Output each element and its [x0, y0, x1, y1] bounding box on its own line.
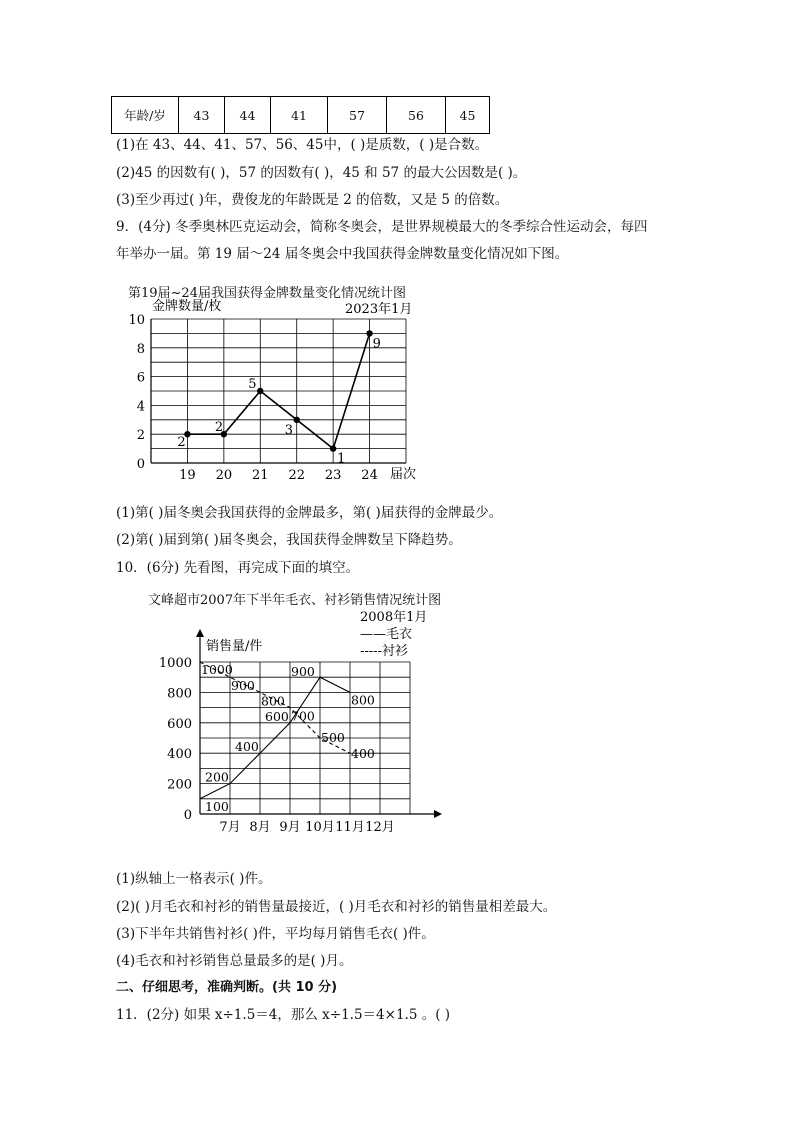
chart2-xtick: 12月: [365, 820, 395, 835]
chart1-data-label: 5: [248, 377, 257, 392]
chart1-data-label: 3: [284, 422, 293, 438]
chart2-legend-shirt: -----衬衫: [360, 644, 408, 659]
q11: 11．(2分) 如果 x÷1.5＝4，那么 x÷1.5＝4×1.5 。( ): [116, 1007, 451, 1023]
chart1-xtick: 22: [288, 468, 305, 483]
chart2-ytick: 1000: [158, 656, 192, 671]
chart2-ytick: 0: [183, 808, 192, 823]
chart1-xlabel: 届次: [390, 467, 417, 482]
age-table-header: 年龄/岁: [112, 97, 179, 134]
chart1-data-label: 1: [337, 451, 346, 467]
chart2-ytick: 600: [167, 716, 192, 732]
chart2-sweater-label: 600: [265, 708, 289, 724]
chart1-xtick: 24: [361, 468, 378, 483]
chart2-xtick: 7月: [219, 820, 241, 835]
chart2-shirt-label: 400: [351, 746, 375, 762]
age-cell: 41: [271, 97, 328, 134]
chart2-sweater-label: 400: [235, 739, 259, 755]
chart2-ytick: 800: [167, 686, 192, 702]
gold-medal-chart: [110, 295, 450, 485]
q8-part2: (2)45 的因数有( )，57 的因数有( )，45 和 57 的最大公因数是( )。: [116, 165, 527, 181]
chart2-shirt-label: 900: [231, 678, 255, 694]
chart2-xtick: 10月: [305, 820, 335, 835]
age-cell: 56: [387, 97, 446, 134]
chart1-xtick: 19: [179, 468, 196, 483]
chart2-title: 文峰超市2007年下半年毛衣、衬衫销售情况统计图: [148, 593, 442, 608]
chart2-shirt-label: 700: [291, 708, 315, 724]
chart1-xtick: 23: [324, 468, 342, 483]
age-table: [111, 96, 490, 134]
chart1-ytick: 2: [136, 428, 145, 444]
chart2-sweater-label: 100: [205, 798, 229, 814]
chart2-sweater-label: 800: [351, 692, 375, 708]
chart1-xtick: 20: [215, 468, 233, 483]
chart2-shirt-label: 800: [261, 693, 285, 709]
q9-part2: (2)第( )届到第( )届冬奥会，我国获得金牌数呈下降趋势。: [116, 532, 462, 548]
chart1-ytick: 10: [128, 313, 145, 328]
chart1-xtick: 21: [252, 468, 269, 483]
chart1-ytick: 0: [136, 457, 145, 472]
age-cell: 57: [328, 97, 387, 134]
chart2-ylabel: 销售量/件: [206, 639, 263, 654]
chart1-date: 2023年1月: [345, 302, 413, 317]
chart1-ylabel: 金牌数量/枚: [152, 299, 222, 314]
q9-stem-line2: 年举办一届。第 19 届～24 届冬奥会中我国获得金牌数量变化情况如下图。: [116, 246, 569, 262]
chart1-data-label: 2: [214, 420, 224, 436]
chart2-xtick: 9月: [279, 820, 301, 835]
chart2-xtick: 11月: [335, 820, 365, 835]
chart2-sweater-label: 900: [291, 664, 315, 680]
chart1-data-label: 9: [372, 336, 381, 352]
chart2-sweater-label: 200: [205, 769, 229, 785]
sales-chart: [150, 606, 450, 838]
chart2-shirt-label: 1000: [201, 662, 233, 677]
chart1-ytick: 4: [136, 399, 145, 415]
chart2-ytick: 200: [167, 777, 192, 793]
age-cell: 45: [446, 97, 490, 134]
chart1-point: [257, 388, 263, 394]
q8-part1: (1)在 43、44、41、57、56、45中，( )是质数，( )是合数。: [116, 137, 489, 153]
chart2-y-arrow: [196, 629, 204, 637]
q9-part1: (1)第( )届冬奥会我国获得的金牌最多，第( )届获得的金牌最少。: [116, 505, 503, 521]
q10-stem: 10．(6分) 先看图，再完成下面的填空。: [116, 560, 360, 576]
chart2-shirt-label: 500: [321, 730, 345, 745]
age-cell: 43: [179, 97, 225, 134]
chart1-ytick: 8: [136, 341, 145, 357]
chart2-xtick: 8月: [249, 820, 271, 835]
section2-heading: 二、仔细思考，准确判断。(共 10 分): [116, 980, 338, 995]
q10-part1: (1)纵轴上一格表示( )件。: [116, 871, 272, 887]
chart2-x-arrow: [434, 810, 442, 818]
chart1-point: [330, 445, 336, 451]
q10-part4: (4)毛衣和衬衫销售总量最多的是( )月。: [116, 953, 353, 969]
chart2-legend-sweater: ——毛衣: [360, 627, 413, 642]
q10-part2: (2)( )月毛衣和衬衫的销售量最接近，( )月毛衣和衬衫的销售量相差最大。: [116, 899, 557, 915]
q10-part3: (3)下半年共销售衬衫( )件，平均每月销售毛衣( )件。: [116, 926, 435, 942]
q9-stem-line1: 9．(4分) 冬季奥林匹克运动会，简称冬奥会，是世界规模最大的冬季综合性运动会，每四: [116, 219, 648, 235]
q8-part3: (3)至少再过( )年，费俊龙的年龄既是 2 的倍数，又是 5 的倍数。: [116, 192, 509, 208]
chart1-ytick: 6: [136, 370, 145, 386]
chart2-date: 2008年1月: [360, 610, 428, 625]
age-cell: 44: [225, 97, 271, 134]
chart1-title: 第19届~24届我国获得金牌数量变化情况统计图: [128, 286, 406, 301]
chart1-data-label: 2: [177, 435, 186, 451]
chart1-point: [294, 417, 300, 423]
chart2-ytick: 400: [167, 747, 192, 763]
